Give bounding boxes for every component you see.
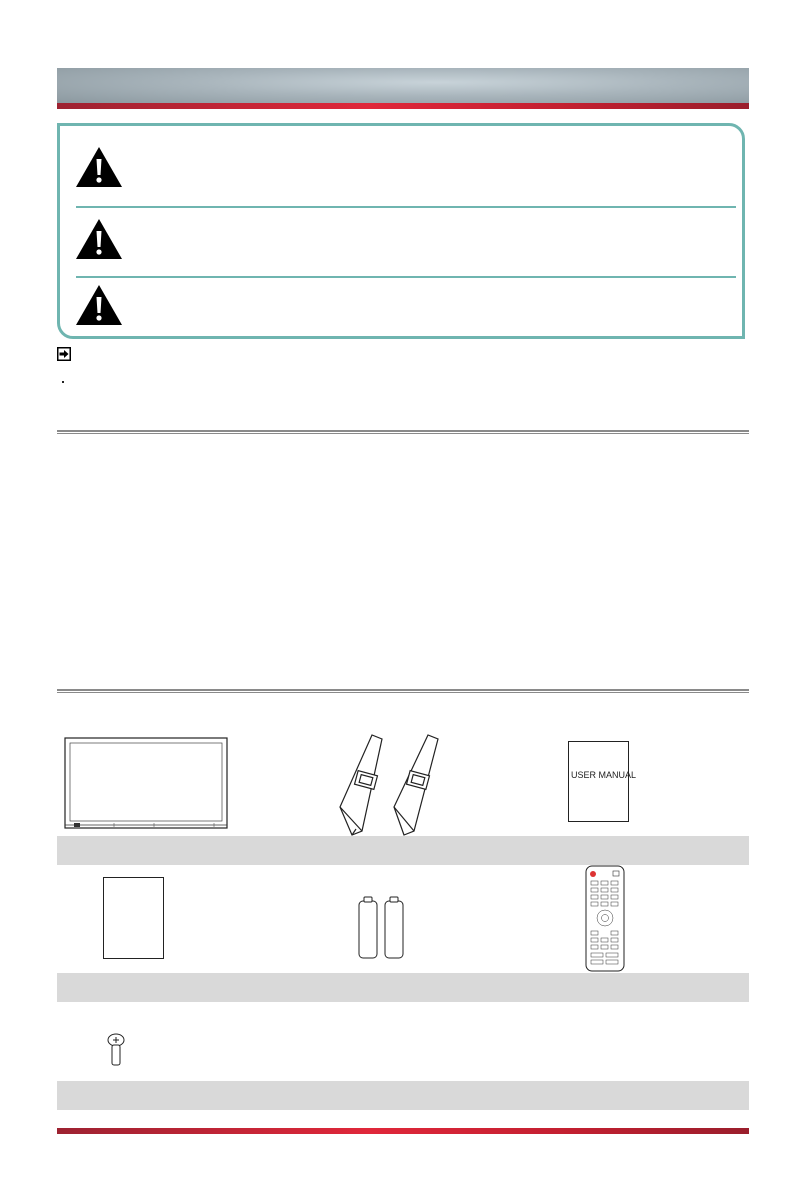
section-rule xyxy=(57,430,749,434)
batteries-icon xyxy=(356,893,408,966)
accessory-label-bar xyxy=(57,1081,749,1110)
header-band xyxy=(57,68,749,104)
note-arrow-icon xyxy=(57,347,71,361)
accessory-label-bar xyxy=(57,836,749,865)
warning-divider xyxy=(76,206,736,208)
remote-control-icon xyxy=(585,865,625,977)
accessory-label-bar xyxy=(57,973,749,1002)
warning-box xyxy=(57,123,745,339)
warning-divider xyxy=(76,276,736,278)
screw-icon xyxy=(106,1033,126,1072)
warning-triangle-icon xyxy=(75,218,123,265)
user-manual-icon xyxy=(568,741,637,822)
warning-triangle-icon xyxy=(75,284,123,331)
section-rule xyxy=(57,689,749,693)
footer-underline xyxy=(57,1128,749,1134)
bullet-dot xyxy=(62,381,64,383)
document-icon xyxy=(103,877,164,959)
tv-icon xyxy=(64,737,228,835)
header-underline xyxy=(57,103,749,109)
user-manual-label: USER MANUAL xyxy=(571,770,637,780)
warning-triangle-icon xyxy=(75,146,123,193)
stand-legs-icon xyxy=(334,733,446,841)
